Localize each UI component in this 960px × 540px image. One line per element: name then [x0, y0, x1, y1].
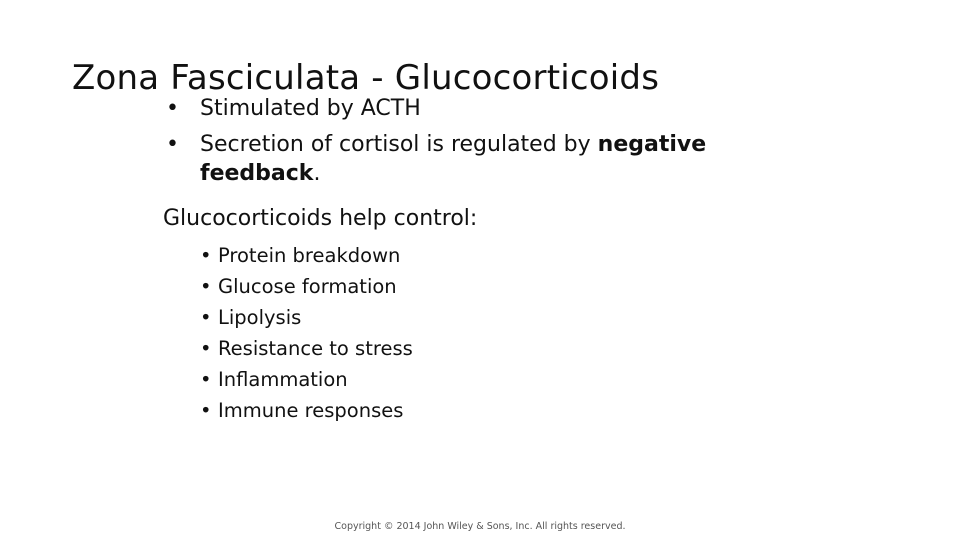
list-item-text: Immune responses	[218, 399, 404, 422]
list-item-text: Glucose formation	[218, 275, 397, 298]
list-item	[200, 395, 413, 426]
list-item	[200, 333, 413, 364]
bullet-item-secretion	[166, 130, 786, 188]
list-item	[200, 364, 413, 395]
list-item-text: Resistance to stress	[218, 337, 413, 360]
bullet-dot-icon: •	[200, 368, 212, 391]
copyright-footer: Copyright © 2014 John Wiley & Sons, Inc. All rights reserved.	[334, 521, 626, 532]
bullet-dot-icon: •	[166, 132, 179, 157]
bullet-dot-icon: •	[166, 96, 179, 121]
bullet-bold-text: negative feedback	[200, 132, 707, 186]
bullet-dot-icon: •	[200, 337, 212, 360]
control-list	[200, 240, 413, 426]
bullet-item-stimulated	[166, 94, 786, 123]
bullet-dot-icon: •	[200, 306, 212, 329]
bullet-dot-icon: •	[200, 275, 212, 298]
control-subheading: Glucocorticoids help control:	[163, 206, 478, 231]
top-bullet-list	[166, 94, 786, 195]
list-item-text: Protein breakdown	[218, 244, 401, 267]
list-item	[200, 240, 413, 271]
bullet-text-end: .	[313, 161, 321, 186]
bullet-text: Stimulated by ACTH	[200, 96, 421, 121]
list-item	[200, 271, 413, 302]
list-item-text: Lipolysis	[218, 306, 302, 329]
slide-title: Zona Fasciculata - Glucocorticoids	[72, 58, 660, 98]
bullet-text: Secretion of cortisol is regulated by	[200, 132, 598, 157]
bullet-dot-icon: •	[200, 399, 212, 422]
bullet-dot-icon: •	[200, 244, 212, 267]
list-item	[200, 302, 413, 333]
list-item-text: Inflammation	[218, 368, 348, 391]
